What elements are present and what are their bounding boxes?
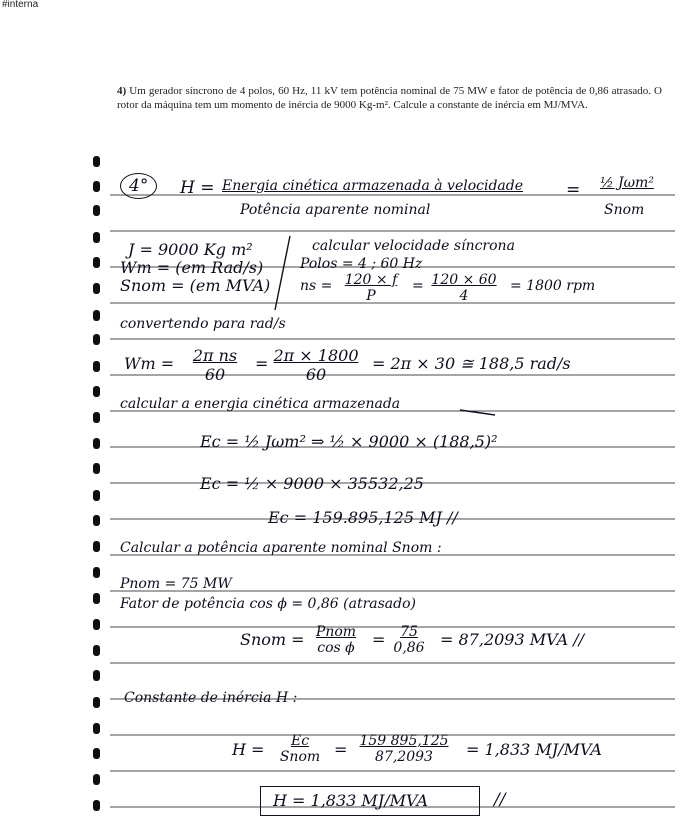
document-tag: #interna	[2, 0, 39, 10]
wm-f1-num: 2π ns	[192, 346, 238, 365]
given-snom: Snom = (em MVA)	[120, 276, 271, 295]
final-answer-box	[260, 786, 480, 816]
snom-title: Calcular a potência aparente nominal Snom :	[120, 540, 442, 556]
sync-ns-f2-den: 4	[459, 288, 469, 304]
question-number: 4)	[117, 85, 127, 97]
h-f1-den: Snom	[279, 749, 321, 765]
sync-title: calcular velocidade síncrona	[312, 238, 515, 254]
snom-f2-den: 0,86	[393, 640, 425, 656]
h-def-numerator: Energia cinética armazenada à velocidade	[222, 178, 524, 194]
sync-ns-result: = 1800 rpm	[510, 278, 596, 294]
sync-ns-f2-num: 120 × 60	[431, 272, 497, 288]
final-answer: H = 1,833 MJ/MVA	[273, 791, 429, 810]
convert-line: convertendo para rad/s	[120, 316, 286, 332]
final-answer-mark: //	[494, 790, 506, 810]
snom-eq: =	[372, 630, 386, 649]
snom-result: = 87,2093 MVA //	[440, 630, 585, 649]
h-lhs: H =	[232, 740, 265, 759]
sync-ns-eq: =	[412, 278, 424, 294]
energy-title: calcular a energia cinética armazenada	[120, 396, 401, 412]
h-eq: =	[334, 740, 348, 759]
given-wm: Wm = (em Rad/s)	[120, 258, 264, 277]
question-text	[117, 84, 662, 112]
wm-f2-den: 60	[305, 365, 327, 384]
wm-f1-den: 60	[204, 365, 226, 384]
sync-ns-lhs: ns =	[300, 278, 333, 294]
snom-f2-num: 75	[400, 624, 418, 640]
h-f1-num: Ec	[290, 733, 310, 749]
pf-line: Fator de potência cos ϕ = 0,86 (atrasado)	[120, 596, 416, 612]
h-def-equals: =	[566, 180, 581, 200]
h-f2-num: 159 895,125	[359, 733, 449, 749]
sync-poles: Polos = 4 ; 60 Hz	[300, 256, 423, 272]
question-body: Um gerador síncrono de 4 polos, 60 Hz, 11 kV tem potência nominal de 75 MW e fator de potência de 0,86 atrasado. O rotor da máquina tem um momento de inércia de 9000 Kg-m². Calcule a constante de inércia em MJ/MVA.	[117, 85, 663, 111]
ec-line-2: Ec = ½ × 9000 × 35532,25	[200, 474, 424, 493]
h-def-lhs: H =	[180, 178, 215, 198]
item-label: 4°	[120, 173, 157, 199]
wm-eq1: =	[255, 354, 269, 373]
h-def-frac-num: ½ Jωm²	[600, 175, 654, 191]
snom-f1-den: cos ϕ	[317, 640, 355, 656]
snom-f1-num: Pnom	[315, 624, 357, 640]
wm-f2-num: 2π × 1800	[273, 346, 359, 365]
sync-ns-f1-den: P	[366, 288, 376, 304]
binder-holes	[93, 150, 101, 828]
h-def-denominator: Potência aparente nominal	[240, 202, 431, 218]
wm-lhs: Wm =	[124, 354, 175, 373]
h-title: Constante de inércia H :	[124, 690, 298, 706]
h-result: = 1,833 MJ/MVA	[466, 740, 602, 759]
h-f2-den: 87,2093	[375, 749, 433, 765]
sync-ns-f1-num: 120 × f	[344, 272, 398, 288]
given-j: J = 9000 Kg m²	[128, 240, 253, 259]
snom-lhs: Snom =	[240, 630, 305, 649]
ec-line-1: Ec = ½ Jωm² ⇒ ½ × 9000 × (188,5)²	[200, 432, 498, 451]
h-def-frac-den: Snom	[604, 202, 645, 218]
wm-result: = 2π × 30 ≅ 188,5 rad/s	[372, 354, 571, 373]
pnom-line: Pnom = 75 MW	[120, 576, 232, 592]
ec-line-3: Ec = 159.895,125 MJ //	[268, 508, 458, 527]
